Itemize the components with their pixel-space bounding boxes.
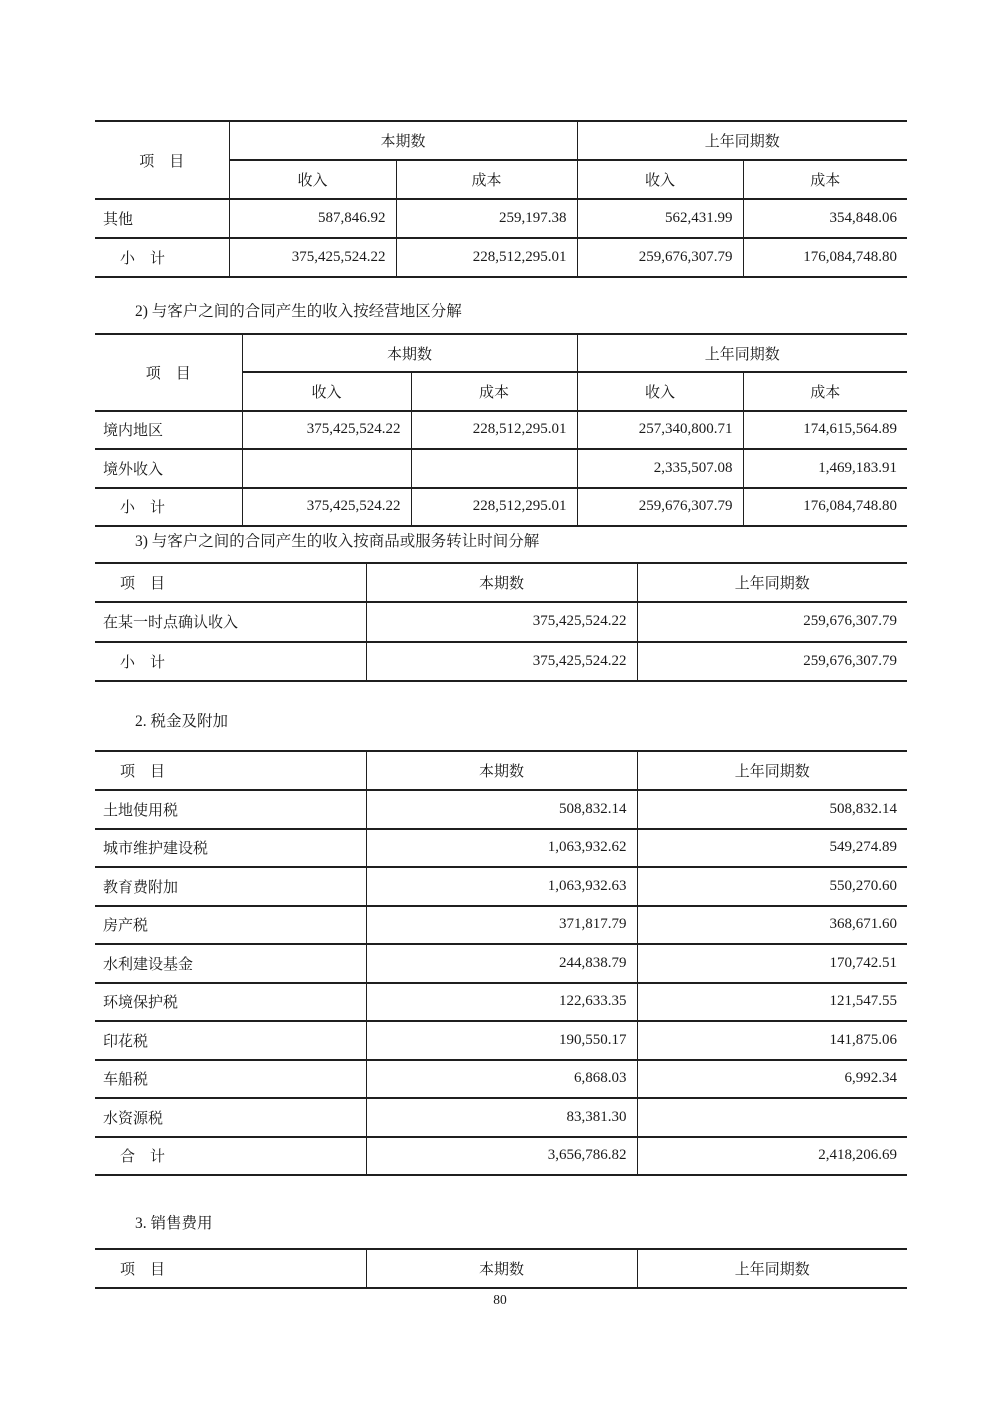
cell-value — [637, 1098, 907, 1137]
row-label: 在某一时点确认收入 — [95, 602, 366, 641]
income-column-header: 收入 — [577, 160, 743, 199]
selling-expenses-table — [95, 1248, 907, 1289]
cell-value — [242, 449, 411, 487]
revenue-by-timing-table — [95, 562, 907, 682]
row-label: 教育费附加 — [95, 867, 366, 906]
prior-period-header: 上年同期数 — [637, 1249, 907, 1288]
income-column-header: 收入 — [242, 372, 411, 410]
current-period-header: 本期数 — [242, 334, 577, 372]
row-label: 水利建设基金 — [95, 944, 366, 983]
item-column-header: 项 目 — [95, 334, 242, 411]
income-column-header: 收入 — [577, 372, 743, 410]
table-header-row — [95, 563, 907, 602]
row-label: 环境保护税 — [95, 983, 366, 1022]
item-column-header: 项 目 — [95, 751, 366, 790]
cost-column-header: 成本 — [411, 372, 577, 410]
table-header-row — [95, 1249, 907, 1288]
cell-value: 2,418,206.69 — [637, 1137, 907, 1176]
row-label: 城市维护建设税 — [95, 829, 366, 868]
cell-value: 371,817.79 — [366, 906, 637, 945]
table-row — [95, 238, 907, 277]
table-row — [95, 1098, 907, 1137]
cell-value: 508,832.14 — [366, 790, 637, 829]
taxes-table — [95, 750, 907, 1176]
section-heading-taxes: 2. 税金及附加 — [135, 713, 229, 730]
table-row — [95, 944, 907, 983]
table-row — [95, 449, 907, 487]
page-number: 80 — [493, 1292, 507, 1307]
cell-value: 244,838.79 — [366, 944, 637, 983]
cell-value: 375,425,524.22 — [366, 642, 637, 681]
table-row — [95, 488, 907, 526]
table-row — [95, 1021, 907, 1060]
prior-period-header: 上年同期数 — [637, 563, 907, 602]
cell-value: 1,063,932.62 — [366, 829, 637, 868]
cell-value: 259,676,307.79 — [637, 602, 907, 641]
section-heading-region: 2) 与客户之间的合同产生的收入按经营地区分解 — [135, 303, 462, 320]
table-row — [95, 642, 907, 681]
cell-value: 375,425,524.22 — [366, 602, 637, 641]
cell-value: 549,274.89 — [637, 829, 907, 868]
row-label: 境外收入 — [95, 449, 242, 487]
cell-value: 1,469,183.91 — [743, 449, 907, 487]
row-label: 合 计 — [95, 1137, 366, 1176]
cell-value: 508,832.14 — [637, 790, 907, 829]
cost-column-header: 成本 — [396, 160, 577, 199]
row-label: 土地使用税 — [95, 790, 366, 829]
cell-value: 375,425,524.22 — [229, 238, 396, 277]
row-label: 其他 — [95, 199, 229, 238]
cell-value: 6,992.34 — [637, 1060, 907, 1099]
row-label: 小 计 — [95, 488, 242, 526]
revenue-other-table — [95, 120, 907, 278]
cell-value: 3,656,786.82 — [366, 1137, 637, 1176]
cost-column-header: 成本 — [743, 160, 907, 199]
revenue-by-region-table — [95, 333, 907, 527]
table-row — [95, 790, 907, 829]
cell-value: 1,063,932.63 — [366, 867, 637, 906]
cell-value: 228,512,295.01 — [411, 411, 577, 449]
row-label: 印花税 — [95, 1021, 366, 1060]
cell-value — [411, 449, 577, 487]
current-period-header: 本期数 — [229, 121, 577, 160]
row-label: 车船税 — [95, 1060, 366, 1099]
section-heading-selling: 3. 销售费用 — [135, 1215, 213, 1232]
table-row — [95, 199, 907, 238]
cost-column-header: 成本 — [743, 372, 907, 410]
cell-value: 375,425,524.22 — [242, 411, 411, 449]
table-row — [95, 602, 907, 641]
row-label: 境内地区 — [95, 411, 242, 449]
table-row — [95, 1137, 907, 1176]
cell-value: 375,425,524.22 — [242, 488, 411, 526]
cell-value: 170,742.51 — [637, 944, 907, 983]
cell-value: 141,875.06 — [637, 1021, 907, 1060]
prior-period-header: 上年同期数 — [577, 334, 907, 372]
cell-value: 83,381.30 — [366, 1098, 637, 1137]
row-label: 水资源税 — [95, 1098, 366, 1137]
cell-value: 259,197.38 — [396, 199, 577, 238]
prior-period-header: 上年同期数 — [637, 751, 907, 790]
cell-value: 259,676,307.79 — [577, 238, 743, 277]
item-column-header: 项 目 — [95, 563, 366, 602]
cell-value: 6,868.03 — [366, 1060, 637, 1099]
current-period-header: 本期数 — [366, 563, 637, 602]
cell-value: 259,676,307.79 — [577, 488, 743, 526]
prior-period-header: 上年同期数 — [577, 121, 907, 160]
current-period-header: 本期数 — [366, 1249, 637, 1288]
table-row — [95, 867, 907, 906]
cell-value: 122,633.35 — [366, 983, 637, 1022]
table-row — [95, 411, 907, 449]
cell-value: 354,848.06 — [743, 199, 907, 238]
cell-value: 562,431.99 — [577, 199, 743, 238]
table-header-row — [95, 751, 907, 790]
cell-value: 174,615,564.89 — [743, 411, 907, 449]
row-label: 小 计 — [95, 642, 366, 681]
cell-value: 176,084,748.80 — [743, 238, 907, 277]
cell-value: 257,340,800.71 — [577, 411, 743, 449]
cell-value: 587,846.92 — [229, 199, 396, 238]
cell-value: 368,671.60 — [637, 906, 907, 945]
row-label: 小 计 — [95, 238, 229, 277]
cell-value: 190,550.17 — [366, 1021, 637, 1060]
income-column-header: 收入 — [229, 160, 396, 199]
cell-value: 228,512,295.01 — [411, 488, 577, 526]
row-label: 房产税 — [95, 906, 366, 945]
cell-value: 228,512,295.01 — [396, 238, 577, 277]
cell-value: 121,547.55 — [637, 983, 907, 1022]
table-header-row — [95, 334, 907, 372]
table-row — [95, 983, 907, 1022]
item-column-header: 项 目 — [95, 1249, 366, 1288]
table-header-row — [95, 121, 907, 160]
cell-value: 176,084,748.80 — [743, 488, 907, 526]
cell-value: 550,270.60 — [637, 867, 907, 906]
table-row — [95, 906, 907, 945]
table-row — [95, 829, 907, 868]
cell-value: 2,335,507.08 — [577, 449, 743, 487]
current-period-header: 本期数 — [366, 751, 637, 790]
cell-value: 259,676,307.79 — [637, 642, 907, 681]
table-row — [95, 1060, 907, 1099]
item-column-header: 项 目 — [95, 121, 229, 199]
section-heading-timing: 3) 与客户之间的合同产生的收入按商品或服务转让时间分解 — [135, 533, 540, 550]
